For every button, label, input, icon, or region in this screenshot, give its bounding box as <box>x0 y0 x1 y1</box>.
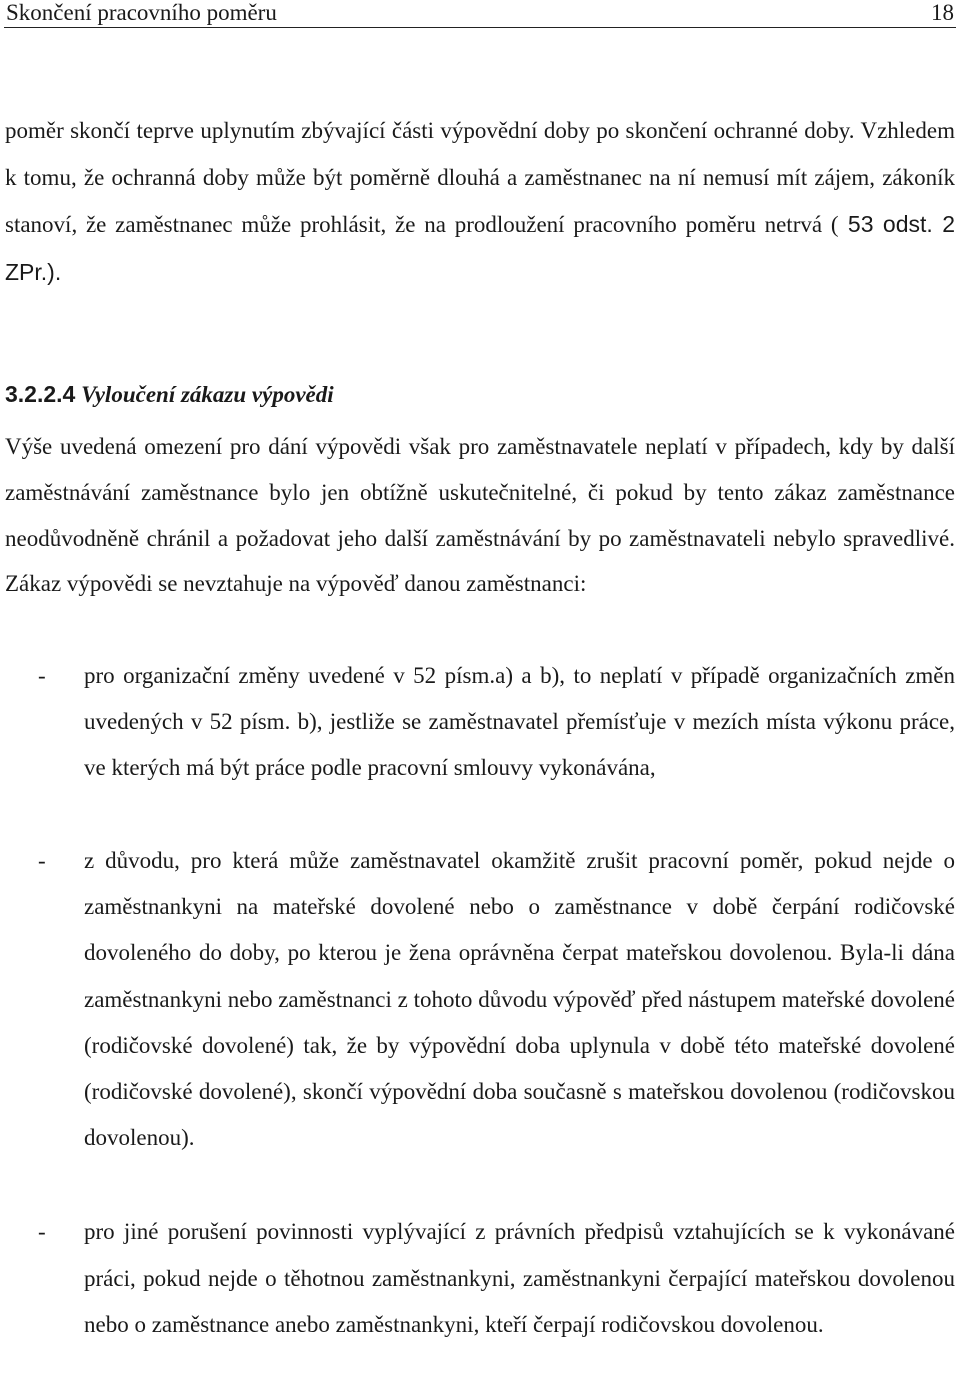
intro-text-a: poměr skončí teprve uplynutím zbývající části výpovědní doby po skončení ochranné doby. Vzhledem k tomu, že ochranná doby může být poměrně dlouhá a zaměstnanec na ní nemusí mít zájem, zákoník stanoví, že zaměstnanec může prohlásit, že na prodloužení pracovního poměru netrvá ( <box>5 118 955 237</box>
body-paragraph: Výše uvedená omezení pro dání výpovědi však pro zaměstnavatele neplatí v případech, kdy by další zaměstnávání zaměstnance bylo jen obtížně uskutečnitelné, či pokud by tento zákaz zaměstnance neodůvodněně chránil a požadovat jeho další zaměstnávání by po zaměstnavateli nebylo spravedlivé. Zákaz výpovědi se nevztahuje na výpověď danou zaměstnanci: <box>5 434 955 597</box>
page-number: 18 <box>931 0 954 25</box>
list-item-text: pro organizační změny uvedené v 52 písm.a) a b), to neplatí v případě organizačních změn uvedených v 52 písm. b), jestliže se zaměstnavatel přemísťuje v mezích místa výkonu práce, ve kterých má být práce podle pracovní smlouvy vykonávána, <box>84 663 955 780</box>
section-number: 3.2.2.4 <box>5 381 76 407</box>
list-dash: - <box>38 1219 46 1244</box>
list-item-text: pro jiné porušení povinnosti vyplývající z právních předpisů vztahujících se k vykonávané práci, pokud nejde o těhotnou zaměstnankyni, zaměstnankyni čerpající mateřskou dovolenou nebo o zaměstnance anebo zaměstnankyni, kteří čerpají rodičovskou dovolenou. <box>84 1219 955 1337</box>
section-heading <box>5 381 334 408</box>
list-dash: - <box>38 848 46 873</box>
running-header <box>4 0 956 28</box>
section-title: Vyloučení zákazu výpovědi <box>81 382 334 407</box>
intro-text-b: 53 odst. 2 ZPr.). <box>5 211 955 285</box>
list-dash: - <box>38 663 46 688</box>
running-header-title: Skončení pracovního poměru <box>6 0 277 25</box>
intro-paragraph <box>5 108 955 296</box>
list-item-text: z důvodu, pro která může zaměstnavatel okamžitě zrušit pracovní poměr, pokud nejde o zaměstnankyni na mateřské dovolené nebo o zaměstnance v době čerpání rodičovské dovoleného do doby, po kterou je žena oprávněna čerpat mateřskou dovolenou. Byla-li dána zaměstnankyni nebo zaměstnanci z tohoto důvodu výpověď před nástupem mateřské dovolené (rodičovské dovolené) tak, že by výpovědní doba uplynula v době této mateřské dovolené (rodičovské dovolené), skončí výpovědní doba současně s mateřskou dovolenou (rodičovskou dovolenou). <box>84 848 955 1151</box>
